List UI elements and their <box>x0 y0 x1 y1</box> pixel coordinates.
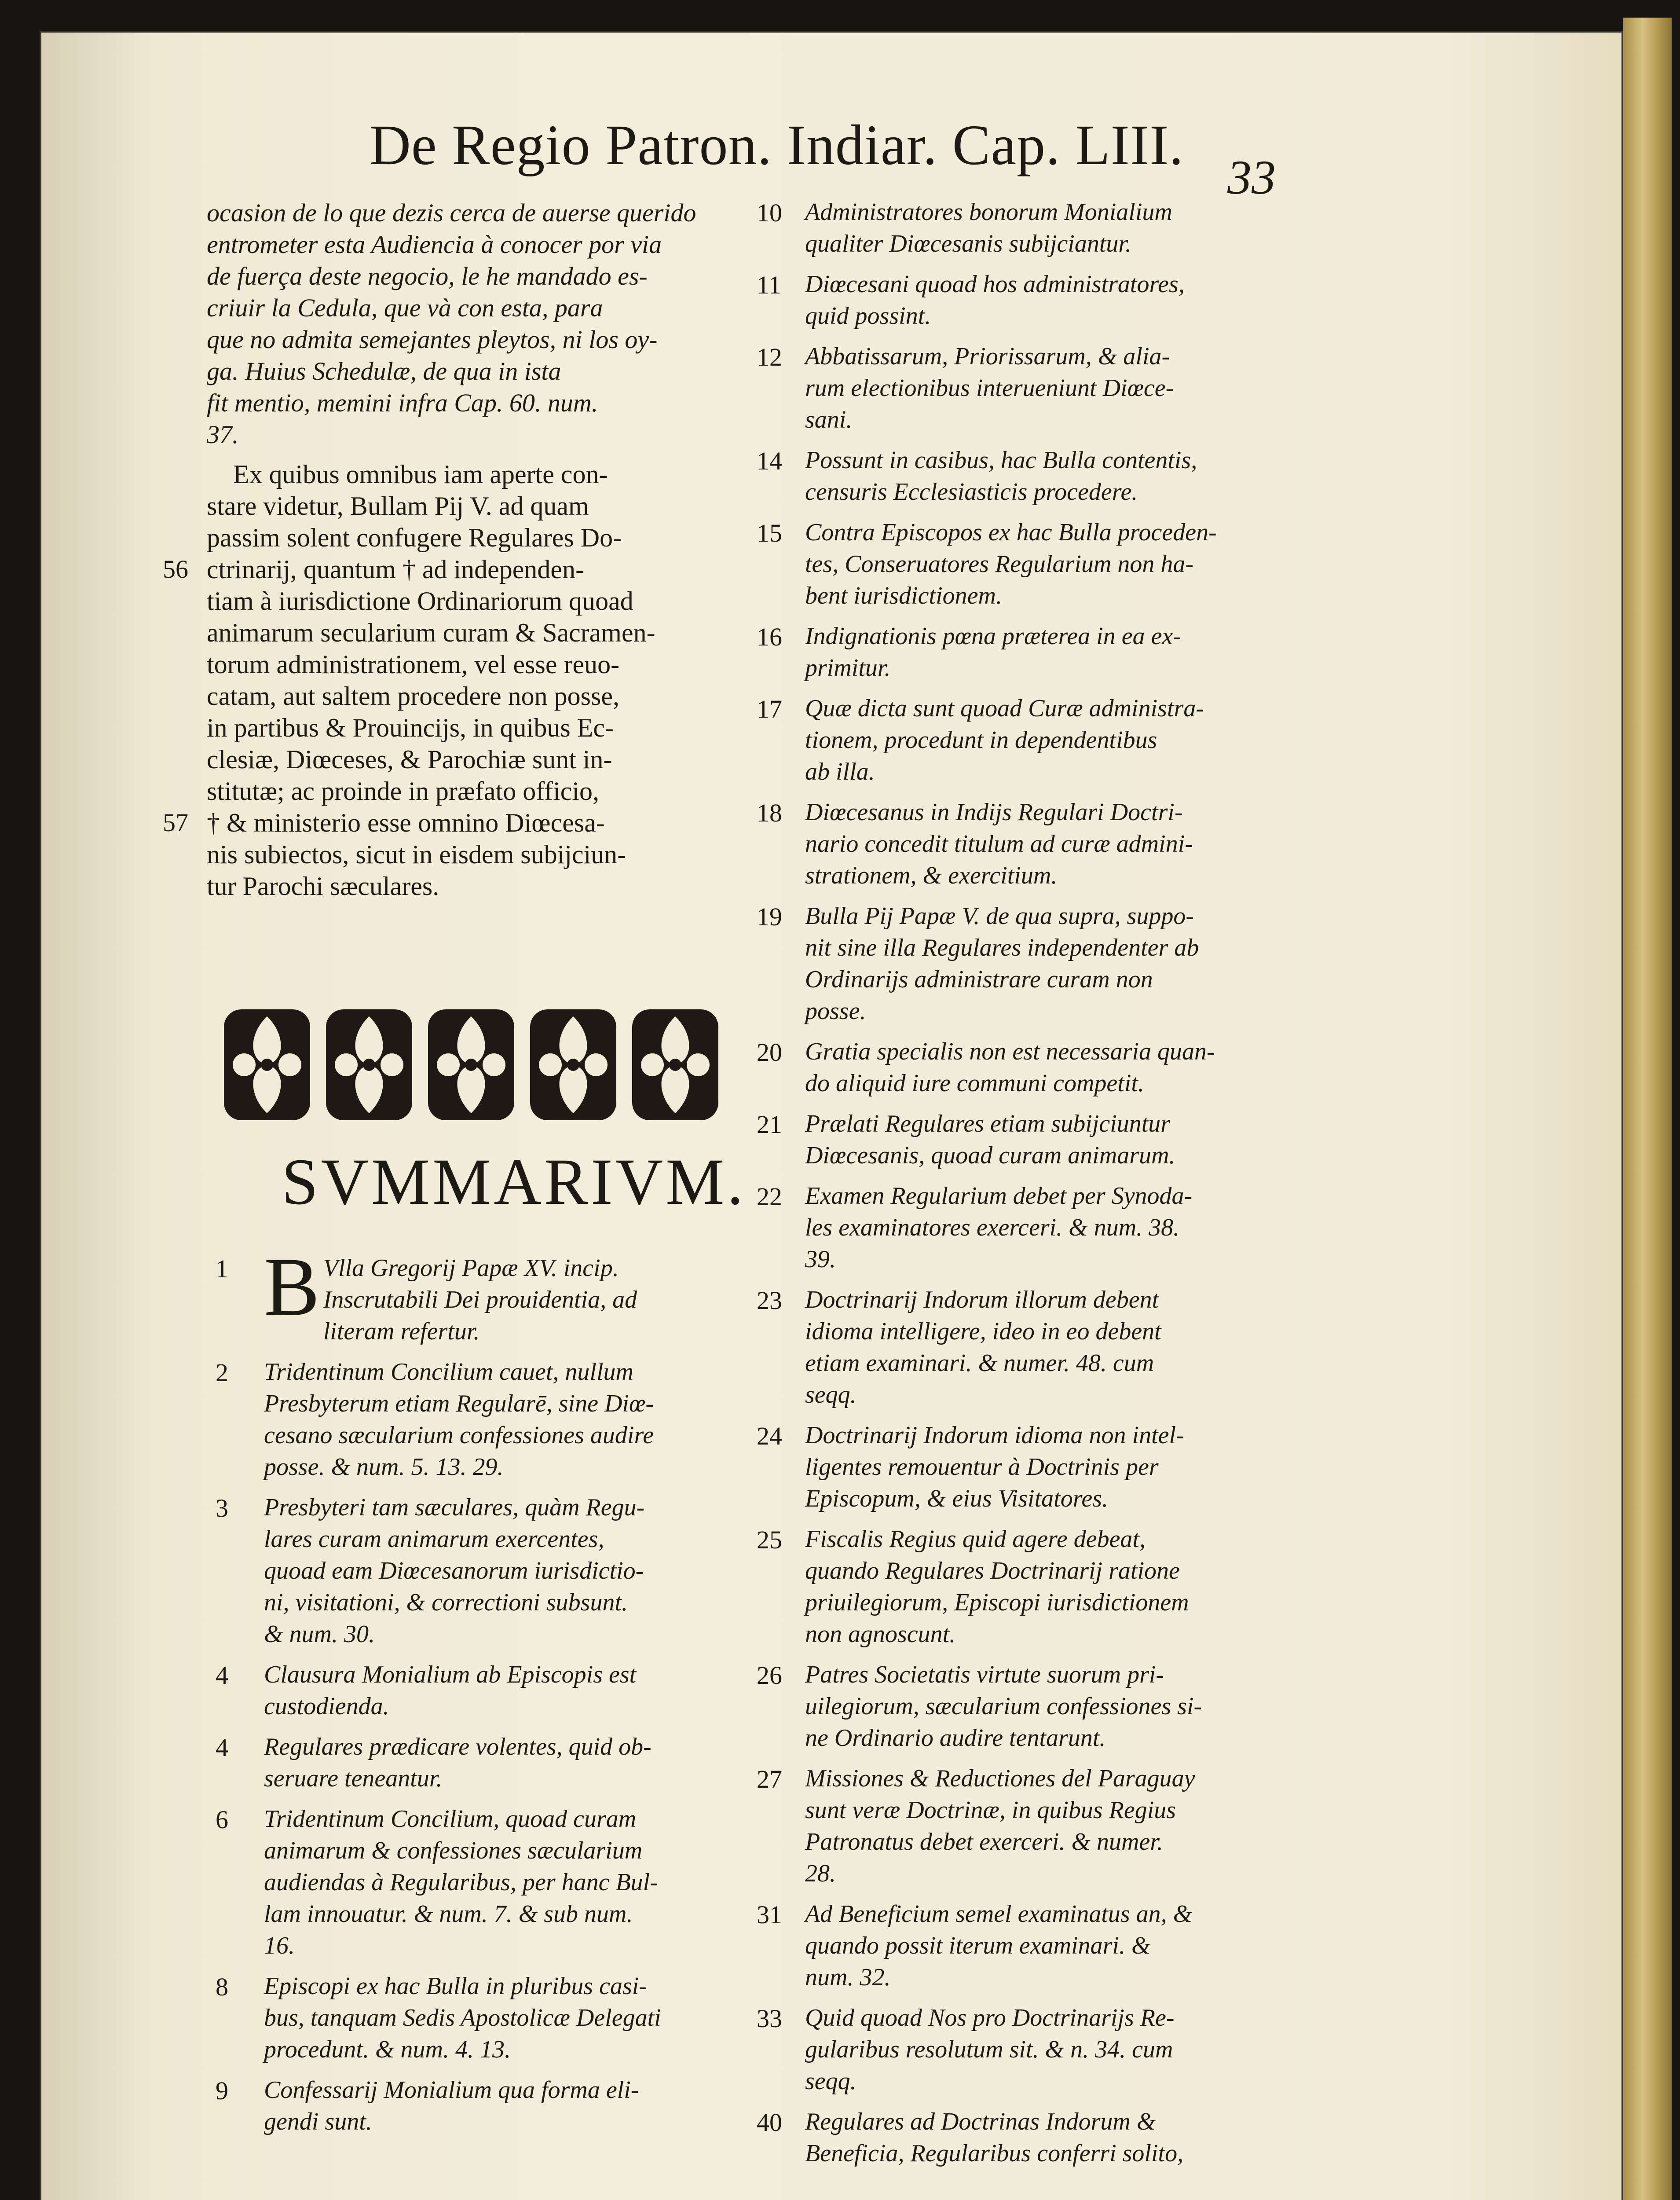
entry-line: Regulares prædicare volentes, quid ob- <box>264 1733 652 1760</box>
entry-line: do aliquid iure communi competit. <box>805 1070 1144 1097</box>
entry-line: Presbyterum etiam Regularē, sine Diœ- <box>264 1390 654 1417</box>
entry-line: ligentes remouentur à Doctrinis per <box>805 1453 1159 1481</box>
ornament-band <box>222 1008 724 1122</box>
entry-line: non agnoscunt. <box>805 1621 956 1648</box>
line-text: tiam à iurisdictione Ordinariorum quoad <box>207 587 633 616</box>
entry-number: 19 <box>757 902 782 931</box>
entry-line: 39. <box>805 1246 836 1273</box>
entry-line: censuris Ecclesiasticis procedere. <box>805 478 1138 506</box>
entry-number: 33 <box>757 2004 782 2033</box>
line-text: ctrinarij, quantum † ad independen- <box>207 555 585 584</box>
entry-line: Presbyteri tam sæculares, quàm Regu- <box>264 1494 645 1521</box>
entry-number: 3 <box>216 1494 228 1522</box>
summarium-left-list <box>216 1241 761 2148</box>
entry-line: & num. 30. <box>264 1621 375 1648</box>
entry-line: cesano sæcularium confessiones audire <box>264 1422 654 1449</box>
entry-line: Doctrinarij Indorum illorum debent <box>805 1286 1159 1313</box>
summary-entry <box>757 2108 1285 2171</box>
summary-entry <box>757 1421 1285 1516</box>
entry-line: quando Regulares Doctrinarij ratione <box>805 1557 1180 1584</box>
entry-number: 14 <box>757 447 782 475</box>
entry-line: Ad Beneficium semel examinatus an, & <box>805 1900 1193 1928</box>
entry-number: 23 <box>757 1286 782 1315</box>
entry-line: Quid quoad Nos pro Doctrinarijs Re- <box>805 2004 1175 2031</box>
entry-number: 10 <box>757 198 782 227</box>
entry-number: 25 <box>757 1525 782 1554</box>
entry-line: Bulla Pij Papæ V. de qua supra, suppo- <box>805 902 1194 930</box>
left-column <box>163 198 757 903</box>
text-line <box>207 586 757 618</box>
entry-line: bus, tanquam Sedis Apostolicæ Delegati <box>264 2004 661 2031</box>
entry-line: quid possint. <box>805 302 931 330</box>
entry-line: Fiscalis Regius quid agere debeat, <box>805 1525 1146 1553</box>
entry-line: qualiter Diœcesanis subijciantur. <box>805 230 1131 257</box>
body-text <box>163 459 757 903</box>
entry-number: 8 <box>216 1973 228 2001</box>
entry-line: Beneficia, Regularibus conferri solito, <box>805 2140 1184 2167</box>
entry-line: 16. <box>264 1932 295 1959</box>
entry-line: Confessarij Monialium qua forma eli- <box>264 2076 639 2104</box>
entry-line: Inscrutabili Dei prouidentia, ad <box>323 1286 637 1313</box>
ornament-block <box>630 1008 720 1122</box>
text-line <box>207 840 757 871</box>
entry-line: Vlla Gregorij Papæ XV. incip. <box>323 1254 619 1282</box>
entry-line: etiam examinari. & numer. 48. cum <box>805 1349 1154 1377</box>
line-text: torum administrationem, vel esse reuo- <box>207 650 620 679</box>
entry-line: posse. <box>805 997 866 1025</box>
entry-line: tionem, procedunt in dependentibus <box>805 726 1157 754</box>
entry-line: tes, Conseruatores Regularium non ha- <box>805 550 1193 578</box>
line-text: animarum secularium curam & Sacramen- <box>207 618 655 647</box>
entry-number: 21 <box>757 1110 782 1139</box>
folio-number: 33 <box>1227 150 1276 204</box>
entry-line: Tridentinum Concilium, quoad curam <box>264 1805 637 1833</box>
summary-entry <box>757 622 1285 686</box>
running-head: De Regio Patron. Indiar. Cap. LIII. <box>370 114 1184 177</box>
entry-number: 12 <box>757 343 782 371</box>
entry-line: Patronatus debet exerceri. & numer. <box>805 1828 1163 1855</box>
line-text: Ex quibus omnibus iam aperte con- <box>233 460 608 489</box>
line-text: clesiæ, Diœceses, & Parochiæ sunt in- <box>207 745 612 774</box>
summary-entry <box>757 1286 1285 1412</box>
summary-entry <box>216 1358 761 1485</box>
text-line <box>207 491 757 523</box>
entry-line: num. 32. <box>805 1964 891 1991</box>
summary-entry <box>757 1110 1285 1173</box>
entry-line: nit sine illa Regulares independenter ab <box>805 934 1199 961</box>
entry-number: 15 <box>757 519 782 547</box>
entry-number: 4 <box>216 1661 228 1690</box>
summary-entry <box>757 2004 1285 2099</box>
summary-entry <box>216 1661 761 1724</box>
summarium-right-list <box>757 198 1285 2180</box>
summary-entry <box>216 1805 761 1963</box>
text-line <box>207 871 757 903</box>
line-text: passim solent confugere Regulares Do- <box>207 523 622 552</box>
entry-line: Episcopum, & eius Visitatores. <box>805 1485 1109 1512</box>
line-text: in partibus & Prouincijs, in quibus Ec- <box>207 713 614 742</box>
entry-number: 9 <box>216 2076 228 2105</box>
entry-line: uilegiorum, sæcularium confessiones si- <box>805 1693 1202 1720</box>
summary-entry <box>757 518 1285 613</box>
text-line: fit mentio, memini infra Cap. 60. num. <box>207 389 598 417</box>
entry-line: Administratores bonorum Monialium <box>805 198 1172 226</box>
entry-number: 18 <box>757 799 782 827</box>
entry-line: idioma intelligere, ideo in eo debent <box>805 1318 1161 1345</box>
entry-line: priuilegiorum, Episcopi iurisdictionem <box>805 1589 1189 1616</box>
entry-line: procedunt. & num. 4. 13. <box>264 2036 511 2063</box>
entry-line: Examen Regularium debet per Synoda- <box>805 1182 1193 1210</box>
entry-line: primitur. <box>805 654 891 682</box>
entry-line: posse. & num. 5. 13. 29. <box>264 1453 504 1481</box>
text-line: ga. Huius Schedulæ, de qua in ista <box>207 357 561 385</box>
entry-line: Possunt in casibus, hac Bulla contentis, <box>805 447 1197 474</box>
entry-line: bent iurisdictionem. <box>805 582 1002 609</box>
summary-entry <box>757 1764 1285 1891</box>
summary-entry <box>216 1241 761 1349</box>
text-line <box>207 649 757 681</box>
entry-line: Doctrinarij Indorum idioma non intel- <box>805 1422 1184 1449</box>
text-line: ocasion de lo que dezis cerca de auerse querido <box>207 198 696 227</box>
entry-line: Diœcesani quoad hos administratores, <box>805 271 1185 298</box>
entry-line: sani. <box>805 406 853 433</box>
summary-entry <box>757 798 1285 893</box>
entry-line: Contra Episcopos ex hac Bulla proceden- <box>805 519 1217 546</box>
entry-line: Clausura Monialium ab Episcopis est <box>264 1661 637 1688</box>
summarium-heading: SVMMARIVM. <box>282 1145 747 1218</box>
entry-line: gendi sunt. <box>264 2108 372 2135</box>
text-line: que no admita semejantes pleytos, ni los oy- <box>207 325 658 354</box>
book-fore-edge <box>1623 18 1672 2200</box>
entry-line: 28. <box>805 1860 836 1887</box>
entry-line: Patres Societatis virtute suorum pri- <box>805 1661 1164 1688</box>
entry-line: seruare teneantur. <box>264 1765 443 1792</box>
text-line <box>207 459 757 491</box>
summary-entry <box>757 1182 1285 1277</box>
ornament-block <box>222 1008 312 1122</box>
text-line <box>207 713 757 744</box>
entry-number: 24 <box>757 1422 782 1450</box>
entry-number: 20 <box>757 1038 782 1067</box>
text-line: entrometer esta Audiencia à conocer por via <box>207 230 662 259</box>
entry-line: les examinatores exerceri. & num. 38. <box>805 1214 1180 1241</box>
entry-line: Episcopi ex hac Bulla in pluribus casi- <box>264 1973 647 2000</box>
summary-entry <box>757 446 1285 510</box>
text-line <box>207 681 757 713</box>
summary-entry <box>757 198 1285 261</box>
line-text: tur Parochi sæculares. <box>207 872 439 901</box>
entry-number: 4 <box>216 1733 228 1762</box>
summary-entry <box>216 1733 761 1796</box>
text-line <box>163 554 757 586</box>
entry-number: 2 <box>216 1358 228 1387</box>
entry-number: 6 <box>216 1805 228 1834</box>
entry-number: 17 <box>757 695 782 723</box>
ornament-block <box>324 1008 414 1122</box>
text-line <box>163 808 757 840</box>
entry-line: literam refertur. <box>323 1318 480 1345</box>
ornament-block <box>426 1008 516 1122</box>
entry-line: gularibus resolutum sit. & n. 34. cum <box>805 2036 1173 2063</box>
entry-number: 1 <box>216 1254 228 1283</box>
entry-line: ne Ordinario audire tentarunt. <box>805 1724 1106 1752</box>
line-text: catam, aut saltem procedere non posse, <box>207 682 619 711</box>
entry-line: nario concedit titulum ad curæ admini- <box>805 830 1193 858</box>
entry-line: Indignationis pœna præterea in ea ex- <box>805 623 1181 650</box>
text-line: de fuerça deste negocio, le he mandado es- <box>207 262 648 290</box>
entry-line: Gratia specialis non est necessaria quan- <box>805 1038 1215 1065</box>
drop-capital: B <box>264 1241 320 1333</box>
text-line <box>207 523 757 554</box>
ornament-block <box>528 1008 618 1122</box>
continuation-text <box>207 198 757 451</box>
entry-number: 22 <box>757 1182 782 1211</box>
entry-line: lares curam animarum exercentes, <box>264 1525 604 1553</box>
text-line <box>207 618 757 649</box>
text-line: criuir la Cedula, que và con esta, para <box>207 293 603 322</box>
entry-line: custodienda. <box>264 1693 389 1720</box>
summary-entry <box>216 1972 761 2067</box>
summary-entry <box>216 2076 761 2139</box>
entry-line: Ordinarijs administrare curam non <box>805 966 1153 993</box>
summary-entry <box>757 1661 1285 1756</box>
entry-line: Abbatissarum, Priorissarum, & alia- <box>805 343 1170 370</box>
margin-number: 57 <box>163 808 188 837</box>
entry-number: 26 <box>757 1661 782 1690</box>
summary-entry <box>757 342 1285 437</box>
entry-line: audiendas à Regularibus, per hanc Bul- <box>264 1869 658 1896</box>
entry-line: Prælati Regulares etiam subijciuntur <box>805 1110 1171 1137</box>
entry-line: lam innouatur. & num. 7. & sub num. <box>264 1900 633 1928</box>
entry-line: seqq. <box>805 2068 856 2095</box>
summary-entry <box>757 902 1285 1029</box>
summary-entry <box>757 1900 1285 1995</box>
line-text: † & ministerio esse omnino Diœcesa- <box>207 808 605 837</box>
entry-number: 27 <box>757 1765 782 1793</box>
entry-line: animarum & confessiones sæcularium <box>264 1837 643 1864</box>
entry-line: Diœcesanus in Indijs Regulari Doctri- <box>805 799 1183 826</box>
entry-line: quoad eam Diœcesanorum iurisdictio- <box>264 1557 644 1584</box>
entry-line: rum electionibus interueniunt Diœce- <box>805 374 1174 402</box>
entry-number: 31 <box>757 1900 782 1929</box>
text-line <box>207 776 757 808</box>
margin-number: 56 <box>163 555 188 583</box>
entry-number: 16 <box>757 623 782 651</box>
summary-entry <box>757 694 1285 789</box>
entry-line: quando possit iterum examinari. & <box>805 1932 1151 1959</box>
summary-entry <box>757 270 1285 334</box>
entry-line: ni, visitationi, & correctioni subsunt. <box>264 1589 628 1616</box>
line-text: stitutæ; ac proinde in præfato officio, <box>207 777 600 806</box>
entry-line: seqq. <box>805 1381 856 1408</box>
line-text: nis subiectos, sicut in eisdem subijciun- <box>207 840 626 869</box>
summary-entry <box>757 1038 1285 1101</box>
entry-line: Quæ dicta sunt quoad Curæ administra- <box>805 695 1204 722</box>
entry-line: strationem, & exercitium. <box>805 862 1058 889</box>
entry-number: 11 <box>757 271 781 299</box>
entry-line: sunt veræ Doctrinæ, in quibus Regius <box>805 1797 1176 1824</box>
entry-line: Tridentinum Concilium cauet, nullum <box>264 1358 633 1386</box>
entry-line: Regulares ad Doctrinas Indorum & <box>805 2108 1156 2135</box>
summary-entry <box>757 1525 1285 1652</box>
line-text: stare videtur, Bullam Pij V. ad quam <box>207 491 589 521</box>
text-line <box>207 744 757 776</box>
summary-entry <box>216 1493 761 1652</box>
text-line: 37. <box>207 420 239 449</box>
entry-number: 40 <box>757 2108 782 2137</box>
entry-line: Missiones & Reductiones del Paraguay <box>805 1765 1195 1792</box>
entry-line: ab illa. <box>805 758 875 785</box>
entry-line: Diœcesanis, quoad curam animarum. <box>805 1142 1175 1169</box>
